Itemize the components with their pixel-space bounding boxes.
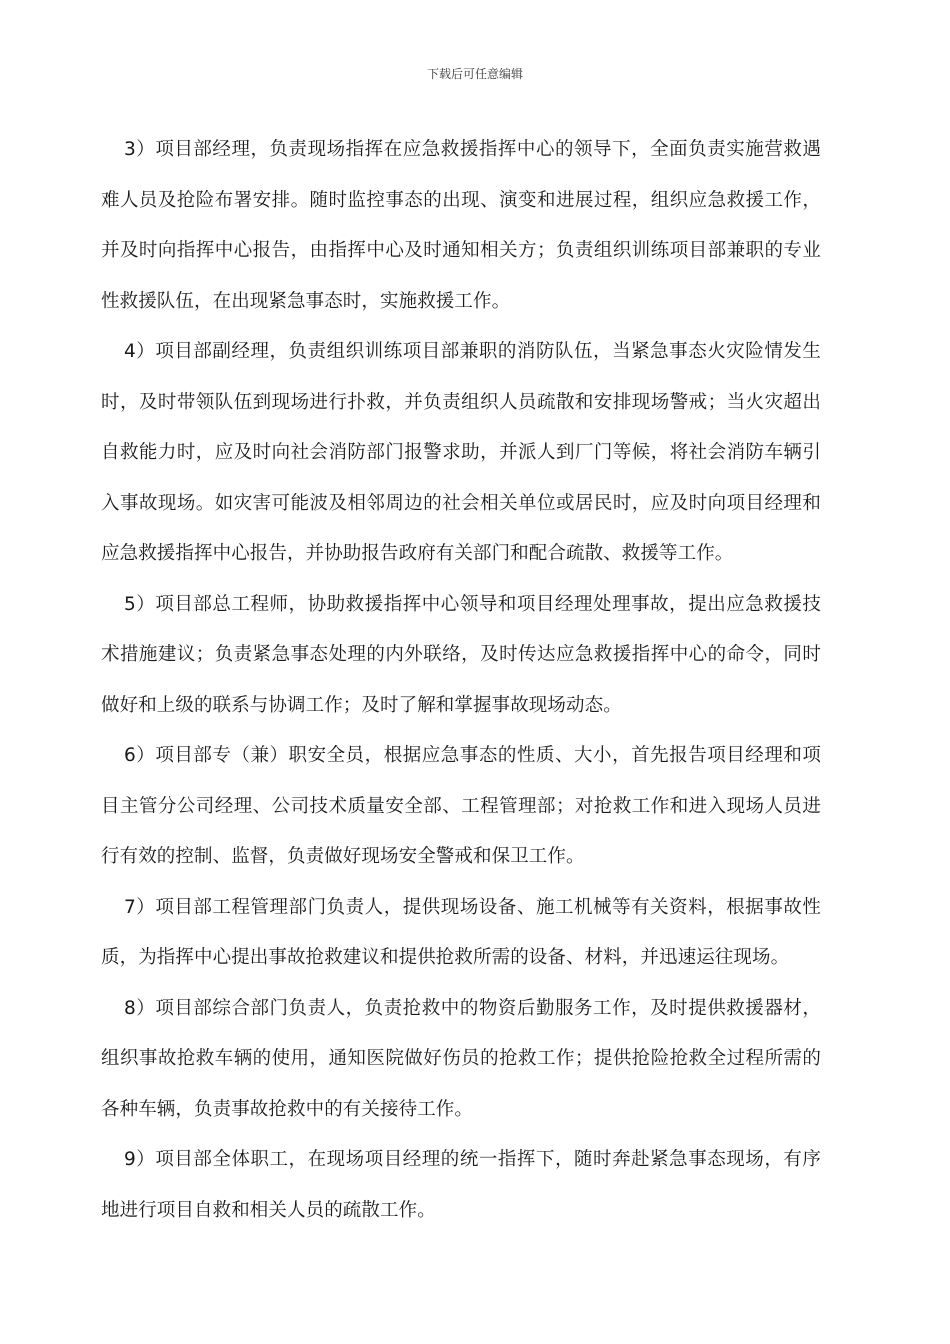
paragraph-7: 7）项目部工程管理部门负责人，提供现场设备、施工机械等有关资料，根据事故性质，为指挥中心提出事故抢救建议和提供抢救所需的设备、材料，并迅速运往现场。	[101, 896, 821, 968]
document-body	[101, 125, 821, 1236]
paragraph-3: 3）项目部经理，负责现场指挥在应急救援指挥中心的领导下，全面负责实施营救遇难人员及抢险布署安排。随时监控事态的出现、演变和进展过程，组织应急救援工作，并及时向指挥中心报告，由指挥中心及时通知相关方；负责组织训练项目部兼职的专业性救援队伍，在出现紧急事态时，实施救援工作。	[101, 139, 821, 312]
paragraph-6: 6）项目部专（兼）职安全员，根据应急事态的性质、大小，首先报告项目经理和项目主管分公司经理、公司技术质量安全部、工程管理部；对抢救工作和进入现场人员进行有效的控制、监督，负责做好现场安全警戒和保卫工作。	[101, 745, 821, 867]
paragraph-8: 8）项目部综合部门负责人，负责抢救中的物资后勤服务工作，及时提供救援器材，组织事故抢救车辆的使用，通知医院做好伤员的抢救工作；提供抢险抢救全过程所需的各种车辆，负责事故抢救中的有关接待工作。	[101, 997, 821, 1120]
page-header: 下载后可任意编辑	[426, 67, 523, 81]
paragraph-9: 9）项目部全体职工，在现场项目经理的统一指挥下，随时奔赴紧急事态现场，有序地进行项目自救和相关人员的疏散工作。	[101, 1149, 821, 1221]
paragraph-4: 4）项目部副经理，负责组织训练项目部兼职的消防队伍，当紧急事态火灾险情发生时，及时带领队伍到现场进行扑救，并负责组织人员疏散和安排现场警戒；当火灾超出自救能力时，应及时向社会消防部门报警求助，并派人到厂门等候，将社会消防车辆引入事故现场。如灾害可能波及相邻周边的社会相关单位或居民时，应及时向项目经理和应急救援指挥中心报告，并协助报告政府有关部门和配合疏散、救援等工作。	[101, 341, 821, 564]
paragraph-5: 5）项目部总工程师，协助救援指挥中心领导和项目经理处理事故，提出应急救援技术措施建议；负责紧急事态处理的内外联络，及时传达应急救援指挥中心的命令，同时做好和上级的联系与协调工作；及时了解和掌握事故现场动态。	[101, 593, 821, 716]
